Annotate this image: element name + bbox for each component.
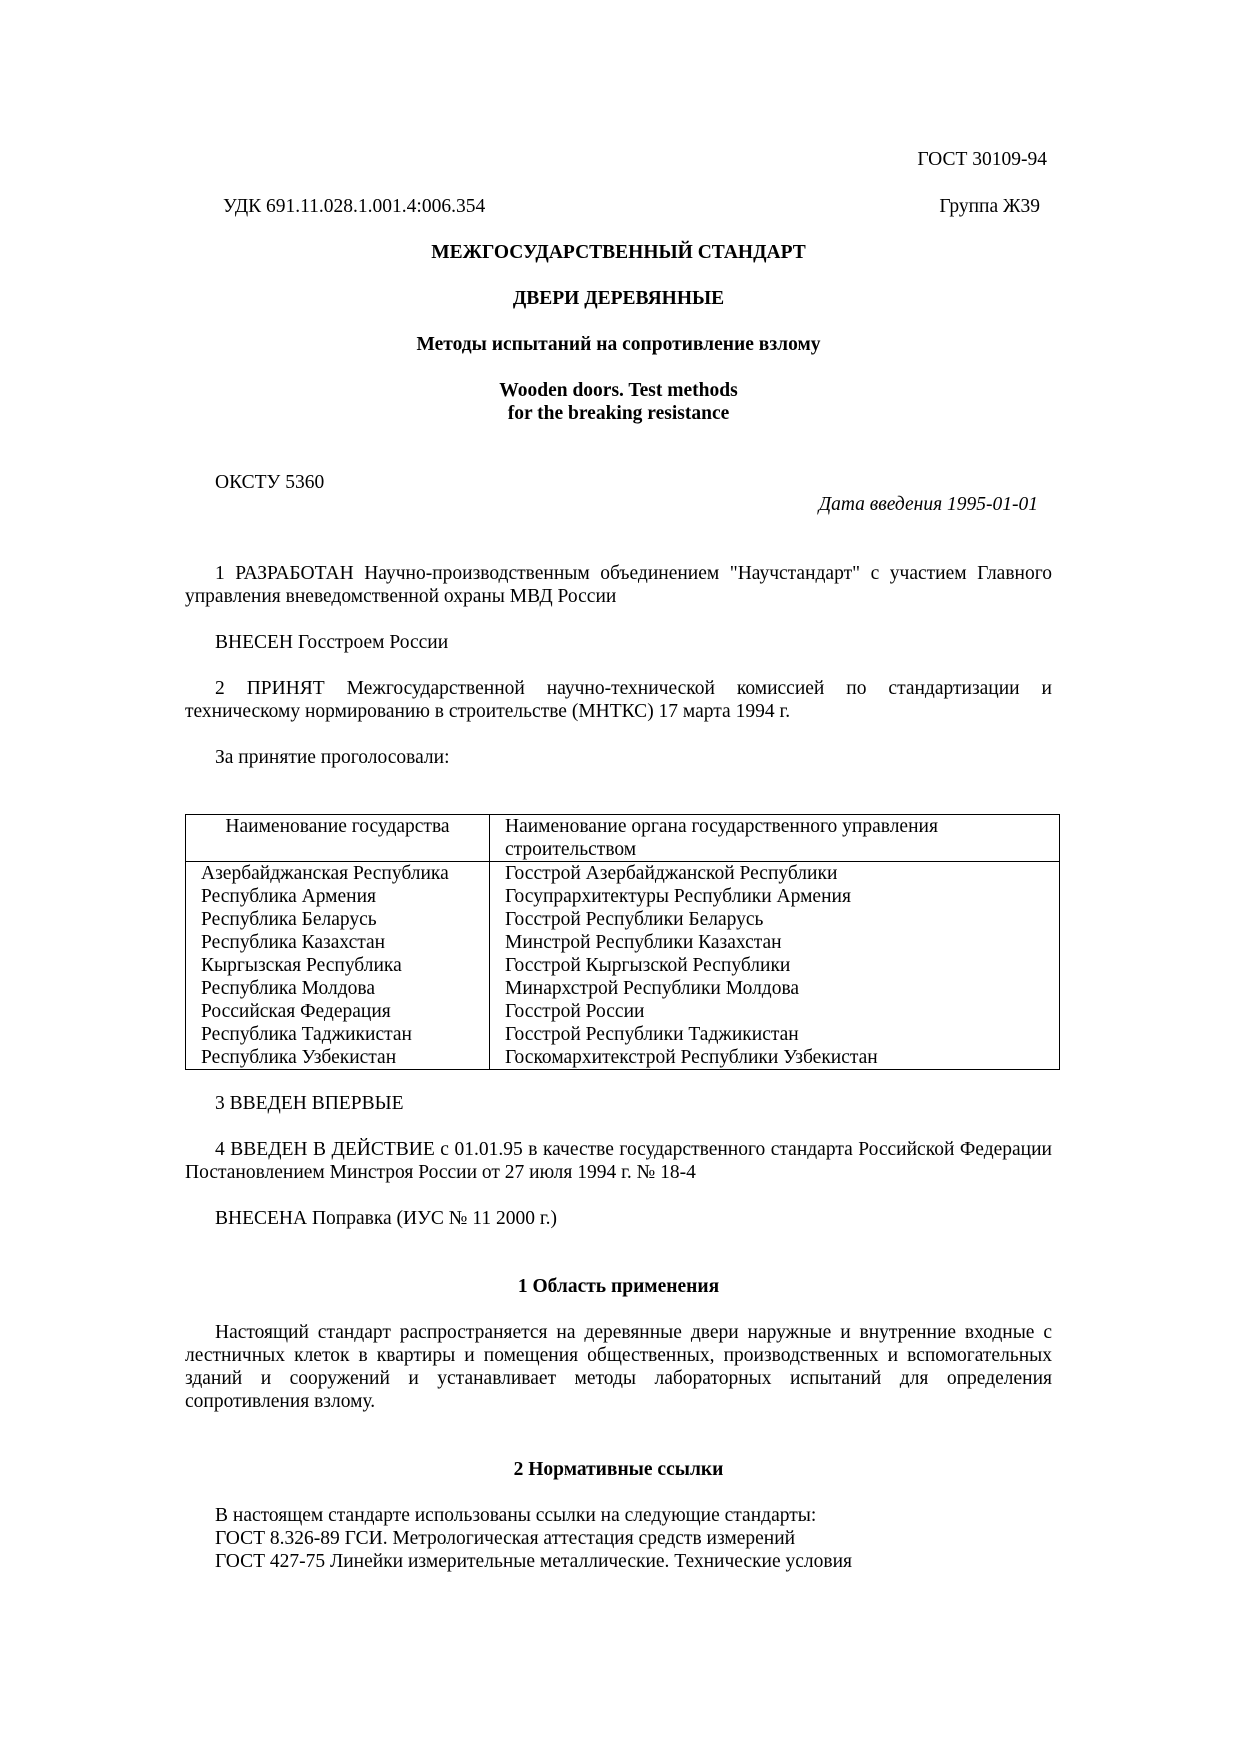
section-1-heading: 1 Область применения xyxy=(517,1276,720,1297)
english-title-line-2: for the breaking resistance xyxy=(507,403,730,424)
table-row xyxy=(186,954,1060,977)
authority-cell: Минстрой Республики Казахстан xyxy=(490,931,1060,954)
preface-voted: За принятие проголосовали: xyxy=(215,747,450,768)
table-row xyxy=(186,862,1060,886)
authority-cell: Госстрой Республики Таджикистан xyxy=(490,1023,1060,1046)
column-header-state: Наименование государства xyxy=(186,815,490,862)
preface-amendment: ВНЕСЕНА Поправка (ИУС № 11 2000 г.) xyxy=(215,1208,557,1229)
english-title xyxy=(185,379,1052,425)
preface-submitted: ВНЕСЕН Госстроем России xyxy=(215,632,449,653)
authority-cell: Госстрой Азербайджанской Республики xyxy=(490,862,1060,886)
document-subtitle: Методы испытаний на сопротивление взлому xyxy=(416,334,821,355)
state-cell: Республика Беларусь xyxy=(186,908,490,931)
state-cell: Азербайджанская Республика xyxy=(186,862,490,886)
table-row xyxy=(186,1023,1060,1046)
classification-group: Группа Ж39 xyxy=(939,196,1040,217)
state-cell: Республика Армения xyxy=(186,885,490,908)
reference-item: ГОСТ 8.326-89 ГСИ. Метрологическая аттестация средств измерений xyxy=(215,1528,796,1549)
state-cell: Республика Таджикистан xyxy=(186,1023,490,1046)
section-1-text: Настоящий стандарт распространяется на деревянные двери наружные и внутренние входные с лестничных клеток в квартиры и помещения общественных, производственных и вспомогательных зданий и сооружений и устанавливает методы лабораторных испытаний для определения сопротивления взлому. xyxy=(185,1322,1052,1412)
table-row xyxy=(186,908,1060,931)
table-row xyxy=(186,931,1060,954)
gost-number: ГОСТ 30109-94 xyxy=(917,149,1047,170)
preface-introduced-first: 3 ВВЕДЕН ВПЕРВЫЕ xyxy=(215,1093,404,1114)
authority-cell: Госкомархитекстрой Республики Узбекистан xyxy=(490,1046,1060,1070)
english-title-line-1: Wooden doors. Test methods xyxy=(499,380,738,401)
state-cell: Республика Узбекистан xyxy=(186,1046,490,1070)
authority-cell: Госстрой Республики Беларусь xyxy=(490,908,1060,931)
introduction-date: Дата введения 1995-01-01 xyxy=(818,494,1038,515)
preface-adopted: 2 ПРИНЯТ Межгосударственной научно-технической комиссией по стандартизации и техническому нормированию в строительстве (МНТКС) 17 марта 1994 г. xyxy=(185,678,1052,722)
references-intro: В настоящем стандарте использованы ссылки на следующие стандарты: xyxy=(215,1505,817,1526)
authority-cell: Госстрой России xyxy=(490,1000,1060,1023)
preface-enacted: 4 ВВЕДЕН В ДЕЙСТВИЕ с 01.01.95 в качестве государственного стандарта Российской Федерации Постановлением Минстроя России от 27 июля 1994 г. № 18-4 xyxy=(185,1139,1052,1183)
authority-cell: Минархстрой Республики Молдова xyxy=(490,977,1060,1000)
table-row xyxy=(186,1000,1060,1023)
state-cell: Российская Федерация xyxy=(186,1000,490,1023)
standard-type-title: МЕЖГОСУДАРСТВЕННЫЙ СТАНДАРТ xyxy=(431,242,806,263)
preface-developed: 1 РАЗРАБОТАН Научно-производственным объединением "Научстандарт" с участием Главного управления вневедомственной охраны МВД России xyxy=(185,563,1052,607)
document-title: ДВЕРИ ДЕРЕВЯННЫЕ xyxy=(512,288,725,309)
state-cell: Кыргызская Республика xyxy=(186,954,490,977)
section-2-heading: 2 Нормативные ссылки xyxy=(513,1459,724,1480)
reference-item: ГОСТ 427-75 Линейки измерительные металлические. Технические условия xyxy=(215,1551,853,1572)
authority-cell: Госстрой Кыргызской Республики xyxy=(490,954,1060,977)
table-row xyxy=(186,885,1060,908)
table-row xyxy=(186,977,1060,1000)
state-cell: Республика Казахстан xyxy=(186,931,490,954)
authority-cell: Госупрархитектуры Республики Армения xyxy=(490,885,1060,908)
voting-states-table xyxy=(185,814,1060,1070)
state-cell: Республика Молдова xyxy=(186,977,490,1000)
column-header-authority: Наименование органа государственного управления строительством xyxy=(490,815,1060,862)
table-row xyxy=(186,1046,1060,1070)
udk-code: УДК 691.11.028.1.001.4:006.354 xyxy=(223,196,486,217)
okstu-code: ОКСТУ 5360 xyxy=(215,472,325,493)
normative-references xyxy=(215,1504,852,1573)
table-header-row xyxy=(186,815,1060,862)
